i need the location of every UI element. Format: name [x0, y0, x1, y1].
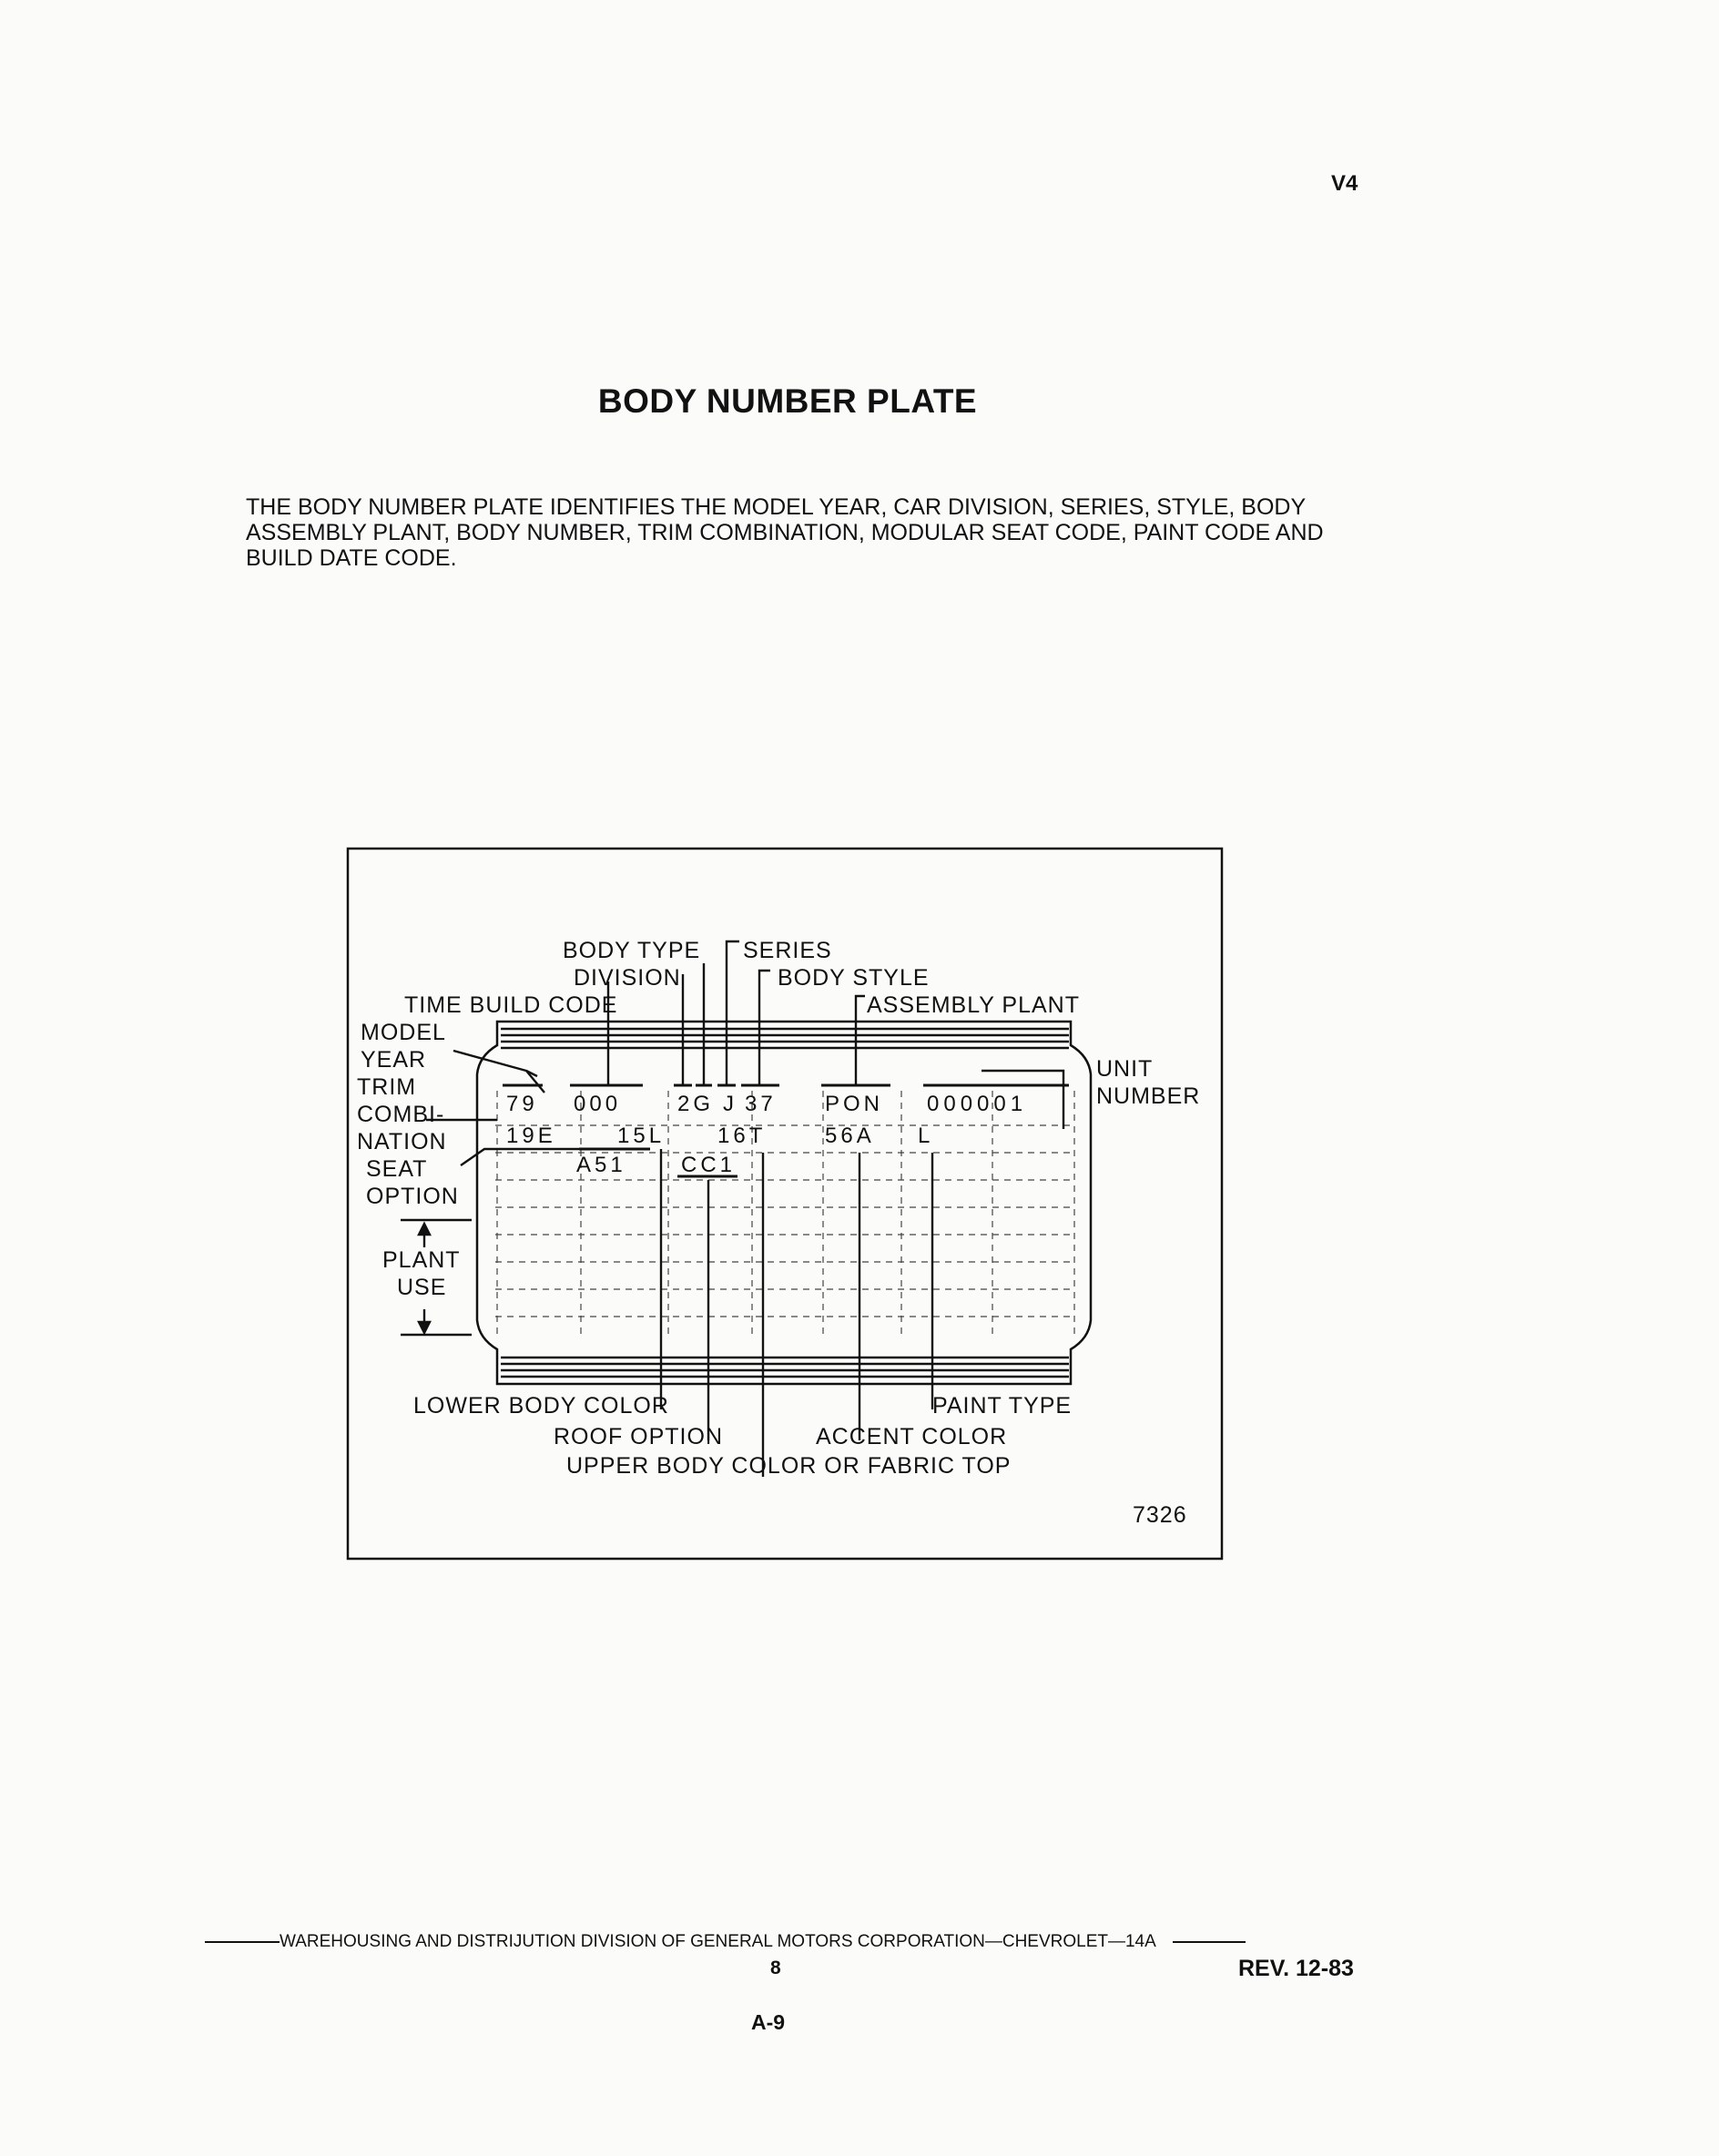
label-year: YEAR [361, 1047, 427, 1073]
label-upper-body-color: UPPER BODY COLOR OR FABRIC TOP [566, 1453, 1012, 1479]
label-model: MODEL [361, 1020, 446, 1045]
footer-sheet-number: A-9 [751, 2010, 786, 2034]
plate-cell-grid [495, 1091, 1074, 1338]
label-division: DIVISION [574, 965, 681, 991]
label-time-build-code: TIME BUILD CODE [404, 992, 618, 1018]
label-option: OPTION [366, 1184, 459, 1209]
code-assembly-plant: PON [825, 1092, 884, 1116]
label-body-style: BODY STYLE [778, 965, 930, 991]
label-use: USE [397, 1275, 447, 1300]
code-lower-body-color: 15L [617, 1124, 666, 1148]
intro-paragraph: THE BODY NUMBER PLATE IDENTIFIES THE MODEL YEAR, CAR DIVISION, SERIES, STYLE, BODY ASSEMBLY PLANT, BODY NUMBER, TRIM COMBINATION, MODULAR SEAT CODE, PAINT CODE AND BUILD DATE CODE. [246, 494, 1324, 571]
label-nation: NATION [357, 1129, 447, 1154]
label-roof-option: ROOF OPTION [554, 1424, 723, 1449]
label-unit: UNIT [1096, 1056, 1154, 1082]
page-title: BODY NUMBER PLATE [597, 382, 978, 420]
code-trim: 19E [506, 1124, 556, 1148]
code-series-letter: J [723, 1092, 734, 1116]
label-series: SERIES [743, 938, 832, 963]
code-accent-color: 56A [825, 1124, 875, 1148]
code-unit-number: 000001 [927, 1092, 1028, 1116]
label-combi: COMBI- [357, 1102, 445, 1127]
label-seat: SEAT [366, 1156, 428, 1182]
footer-line [205, 1932, 1388, 1952]
label-lower-body-color: LOWER BODY COLOR [413, 1393, 669, 1419]
code-upper-body-color: 16T [717, 1124, 767, 1148]
label-number: NUMBER [1096, 1083, 1201, 1109]
footer-text: WAREHOUSING AND DISTRIJUTION DIVISION OF GENERAL MOTORS CORPORATION—CHEVROLET—14A [280, 1932, 1156, 1951]
page-tag: V4 [1331, 171, 1358, 196]
label-assembly-plant: ASSEMBLY PLANT [867, 992, 1080, 1018]
label-accent-color: ACCENT COLOR [816, 1424, 1008, 1449]
plate-outline [477, 1022, 1091, 1384]
code-seat-option: A51 [576, 1153, 626, 1177]
code-time-build: 000 [574, 1092, 622, 1116]
code-model-year: 79 [506, 1092, 538, 1116]
code-body-style: 37 [745, 1092, 777, 1116]
label-trim: TRIM [357, 1074, 417, 1100]
body-number-plate-figure [344, 847, 1226, 1561]
code-division-series: 2G [677, 1092, 715, 1116]
code-roof-option: CC1 [681, 1153, 737, 1177]
figure-number: 7326 [1133, 1502, 1187, 1528]
footer-page-number: 8 [770, 1958, 781, 1978]
code-paint-type: L [918, 1124, 931, 1148]
label-paint-type: PAINT TYPE [932, 1393, 1073, 1419]
label-body-type: BODY TYPE [563, 938, 701, 963]
label-plant: PLANT [382, 1247, 461, 1273]
footer-revision: REV. 12-83 [1238, 1956, 1354, 1981]
